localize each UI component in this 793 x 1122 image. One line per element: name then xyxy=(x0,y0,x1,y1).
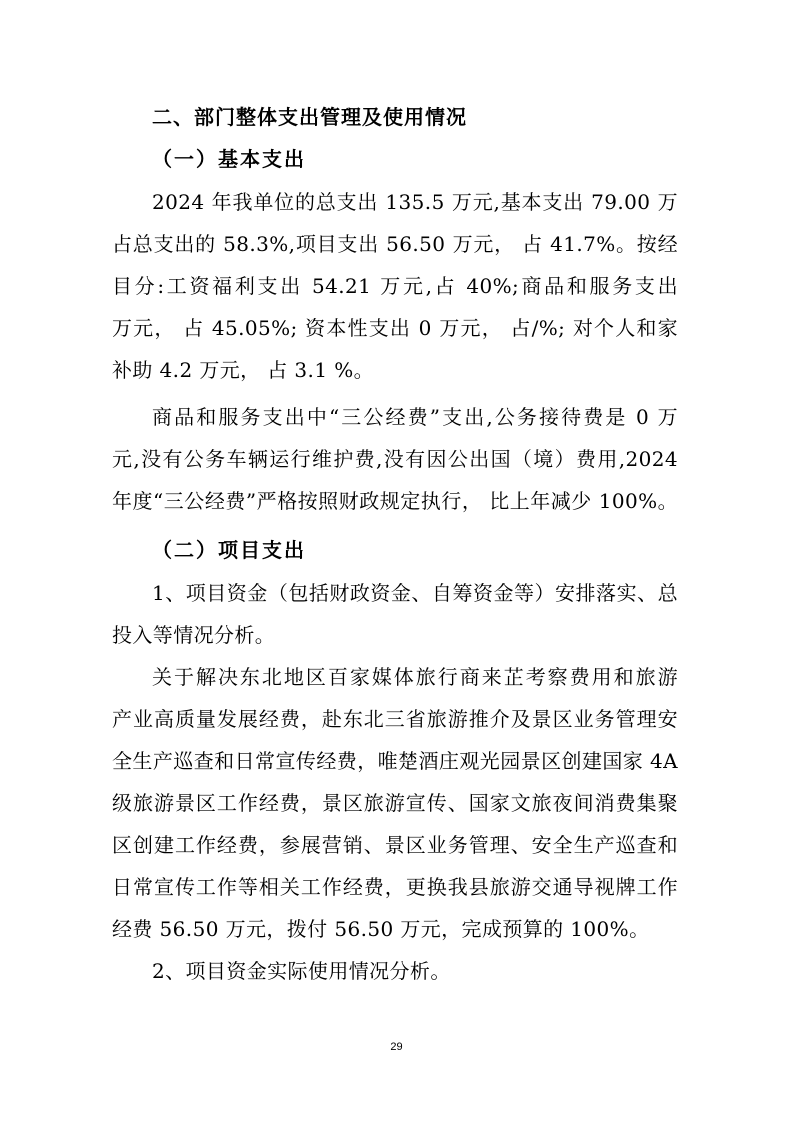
paragraph-line: 年度“三公经费”严格按照财政规定执行， 比上年减少 100%。 xyxy=(112,489,678,513)
paragraph-line: 经费 56.50 万元，拨付 56.50 万元，完成预算的 100%。 xyxy=(112,917,650,941)
page-number: 29 xyxy=(390,1041,403,1053)
paragraph-line: 元,没有公务车辆运行维护费,没有因公出国（境）费用,2024 xyxy=(112,447,678,471)
subsection-title-project-expenditure: （二）项目支出 xyxy=(152,538,306,562)
paragraph-line: 区创建工作经费，参展营销、景区业务管理、安全生产巡查和 xyxy=(112,833,678,857)
paragraph-line: 关于解决东北地区百家媒体旅行商来芷考察费用和旅游 xyxy=(152,665,678,689)
paragraph-line: 全生产巡查和日常宣传经费，唯楚酒庄观光园景区创建国家 4A xyxy=(112,749,678,773)
paragraph-line: 2、项目资金实际使用情况分析。 xyxy=(152,959,451,983)
paragraph-line: 2024 年我单位的总支出 135.5 万元,基本支出 79.00 万 xyxy=(152,190,678,214)
section-title: 二、部门整体支出管理及使用情况 xyxy=(152,105,467,129)
paragraph-line: 日常宣传工作等相关工作经费，更换我县旅游交通导视牌工作 xyxy=(112,875,678,899)
paragraph-line: 目分:工资福利支出 54.21 万元,占 40%;商品和服务支出 xyxy=(112,274,678,298)
paragraph-line: 商品和服务支出中“三公经费”支出,公务接待费是 0 万 xyxy=(152,405,678,429)
paragraph-line: 级旅游景区工作经费，景区旅游宣传、国家文旅夜间消费集聚 xyxy=(112,791,678,815)
paragraph-line: 1、项目资金（包括财政资金、自筹资金等）安排落实、总 xyxy=(152,581,678,605)
subsection-title-basic-expenditure: （一）基本支出 xyxy=(152,147,306,171)
paragraph-line: 万元， 占 45.05%; 资本性支出 0 万元， 占/%; 对个人和家 xyxy=(112,316,678,340)
paragraph-line: 占总支出的 58.3%,项目支出 56.50 万元， 占 41.7%。按经 xyxy=(112,232,678,256)
paragraph-line: 产业高质量发展经费，赴东北三省旅游推介及景区业务管理安 xyxy=(112,707,678,731)
paragraph-line: 投入等情况分析。 xyxy=(112,623,276,647)
paragraph-line: 补助 4.2 万元， 占 3.1 %。 xyxy=(112,358,375,382)
